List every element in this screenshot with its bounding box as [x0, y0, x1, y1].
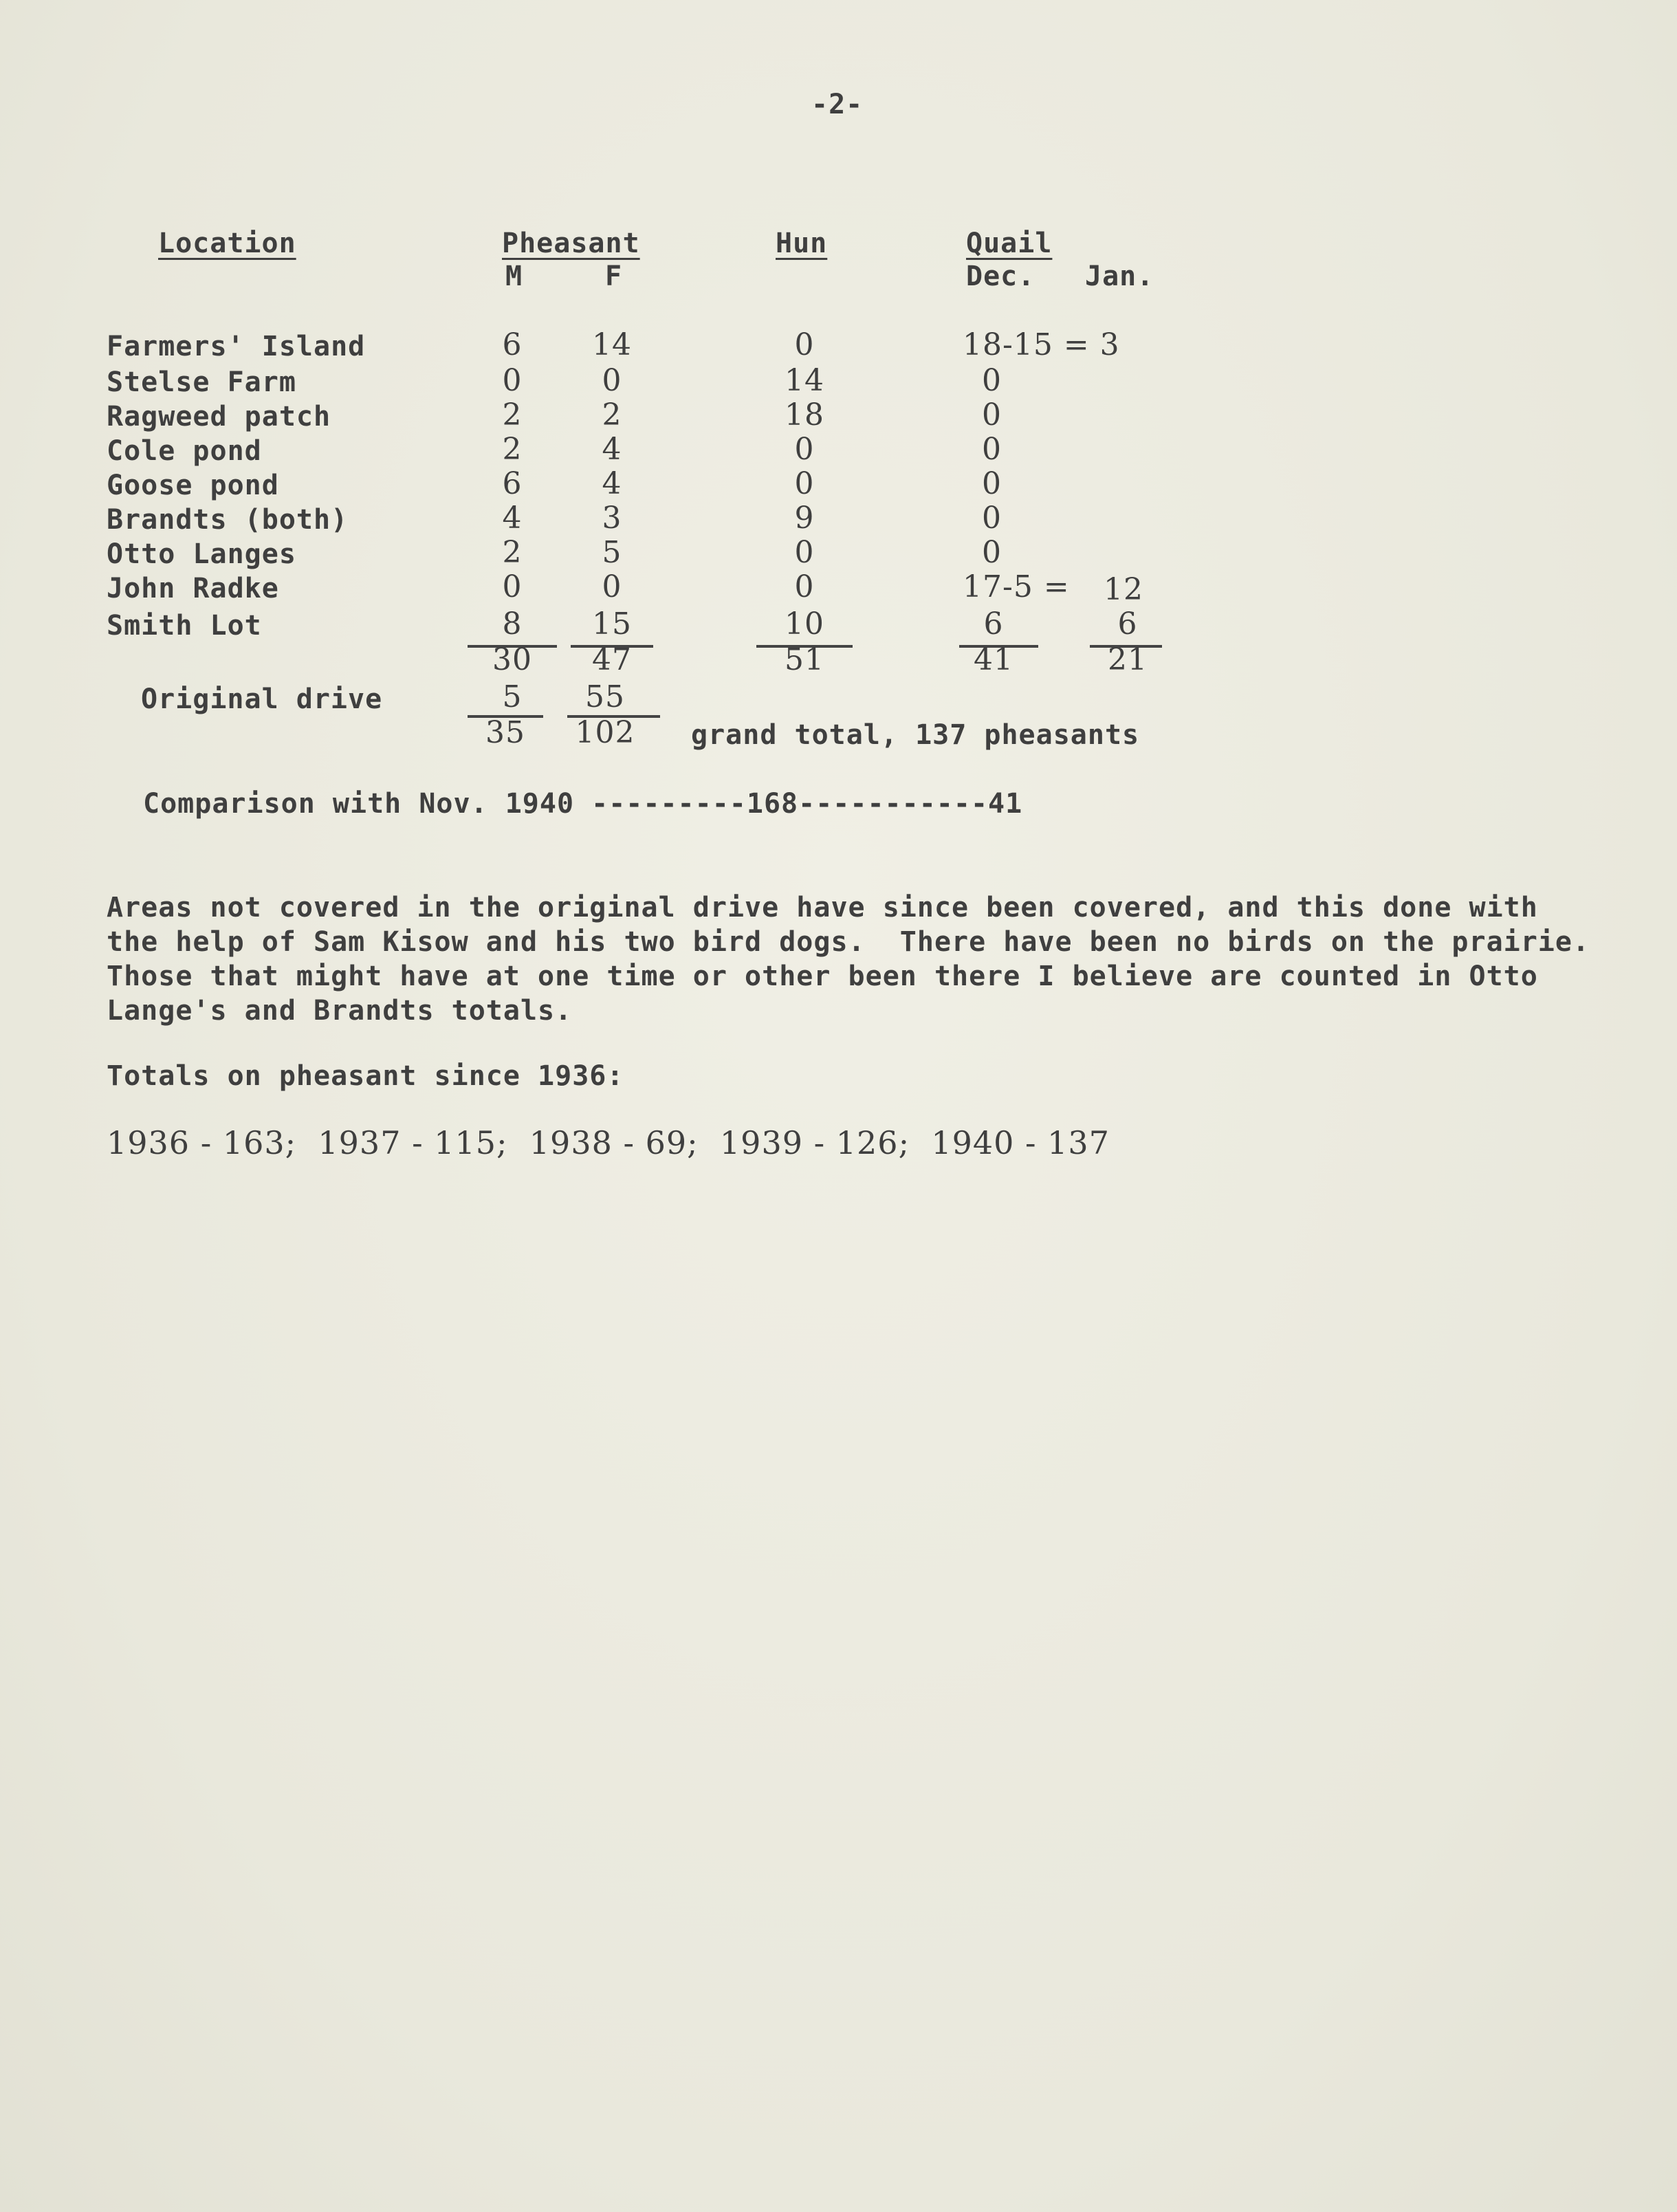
row-hun: 0 — [794, 466, 815, 501]
yearly-totals: 1936 - 163; 1937 - 115; 1938 - 69; 1939 - 126; 1940 - 137 — [107, 1124, 1110, 1161]
row-m: 0 — [502, 363, 523, 398]
row-hun: 0 — [794, 327, 815, 362]
row-dec: 0 — [982, 432, 1002, 467]
row-f: 14 — [592, 327, 632, 362]
row-dec: 0 — [982, 397, 1002, 432]
row-dec: 17-5 = — [963, 569, 1070, 604]
row-dec: 18-15 = 3 — [963, 327, 1120, 362]
row-dec: 0 — [982, 466, 1002, 501]
row-location: Otto Langes — [107, 538, 296, 570]
row-f: 3 — [602, 501, 622, 536]
row-location: Brandts (both) — [107, 504, 349, 536]
subtotal-jan: 21 — [1108, 642, 1148, 677]
row-jan: 6 — [1117, 606, 1138, 642]
row-hun: 10 — [785, 606, 824, 642]
row-m: 0 — [502, 569, 523, 604]
subtotal-hun: 51 — [785, 642, 824, 677]
row-m: 6 — [502, 327, 523, 362]
paragraph-line: Lange's and Brandts totals. — [107, 995, 573, 1027]
original-drive-label: Original drive — [141, 683, 383, 715]
comparison-line: Comparison with Nov. 1940 ---------168-----------41 — [143, 788, 1023, 820]
row-dec: 0 — [982, 501, 1002, 536]
paragraph-line: Those that might have at one time or other been there I believe are counted in Otto — [107, 961, 1538, 992]
row-m: 2 — [502, 432, 523, 467]
header-pheasant: Pheasant — [502, 228, 640, 259]
row-location: Ragweed patch — [107, 401, 331, 432]
row-hun: 0 — [794, 535, 815, 570]
header-quail-jan: Jan. — [1085, 261, 1154, 292]
paragraph-line: Areas not covered in the original drive have since been covered, and this done with — [107, 892, 1538, 923]
row-f: 0 — [602, 363, 622, 398]
subtotal-f: 47 — [592, 642, 632, 677]
row-dec: 6 — [983, 606, 1004, 642]
row-location: Goose pond — [107, 470, 279, 501]
page-number: -2- — [811, 89, 864, 120]
total-m: 35 — [485, 715, 525, 750]
row-m: 6 — [502, 466, 523, 501]
row-f: 4 — [602, 466, 622, 501]
header-quail-dec: Dec. — [966, 261, 1035, 292]
paragraph-line: the help of Sam Kisow and his two bird dogs. There have been no birds on the prairie. — [107, 926, 1590, 958]
row-hun: 0 — [794, 569, 815, 604]
row-f: 4 — [602, 432, 622, 467]
subtotal-m: 30 — [492, 642, 532, 677]
original-drive-f: 55 — [585, 679, 625, 714]
header-pheasant-m: M — [505, 261, 523, 292]
row-location: Farmers' Island — [107, 331, 366, 362]
header-quail: Quail — [966, 228, 1053, 259]
header-pheasant-f: F — [605, 261, 623, 292]
row-jan: 12 — [1104, 572, 1143, 607]
row-m: 8 — [502, 606, 523, 642]
row-location: Smith Lot — [107, 610, 262, 642]
subtotal-dec: 41 — [974, 642, 1013, 677]
row-f: 2 — [602, 397, 622, 432]
row-hun: 18 — [785, 397, 824, 432]
header-location: Location — [158, 228, 296, 259]
row-f: 5 — [602, 535, 622, 570]
row-m: 4 — [502, 501, 523, 536]
row-hun: 14 — [785, 363, 824, 398]
row-m: 2 — [502, 397, 523, 432]
totals-heading: Totals on pheasant since 1936: — [107, 1060, 624, 1092]
row-hun: 9 — [794, 501, 815, 536]
row-m: 2 — [502, 535, 523, 570]
original-drive-m: 5 — [502, 679, 523, 714]
grand-total-note: grand total, 137 pheasants — [691, 719, 1140, 751]
row-location: Cole pond — [107, 435, 262, 467]
row-f: 0 — [602, 569, 622, 604]
row-dec: 0 — [982, 363, 1002, 398]
row-location: John Radke — [107, 573, 279, 604]
header-hun: Hun — [776, 228, 828, 259]
row-location: Stelse Farm — [107, 366, 296, 398]
row-dec: 0 — [982, 535, 1002, 570]
row-f: 15 — [592, 606, 632, 642]
row-hun: 0 — [794, 432, 815, 467]
total-f: 102 — [575, 715, 635, 750]
